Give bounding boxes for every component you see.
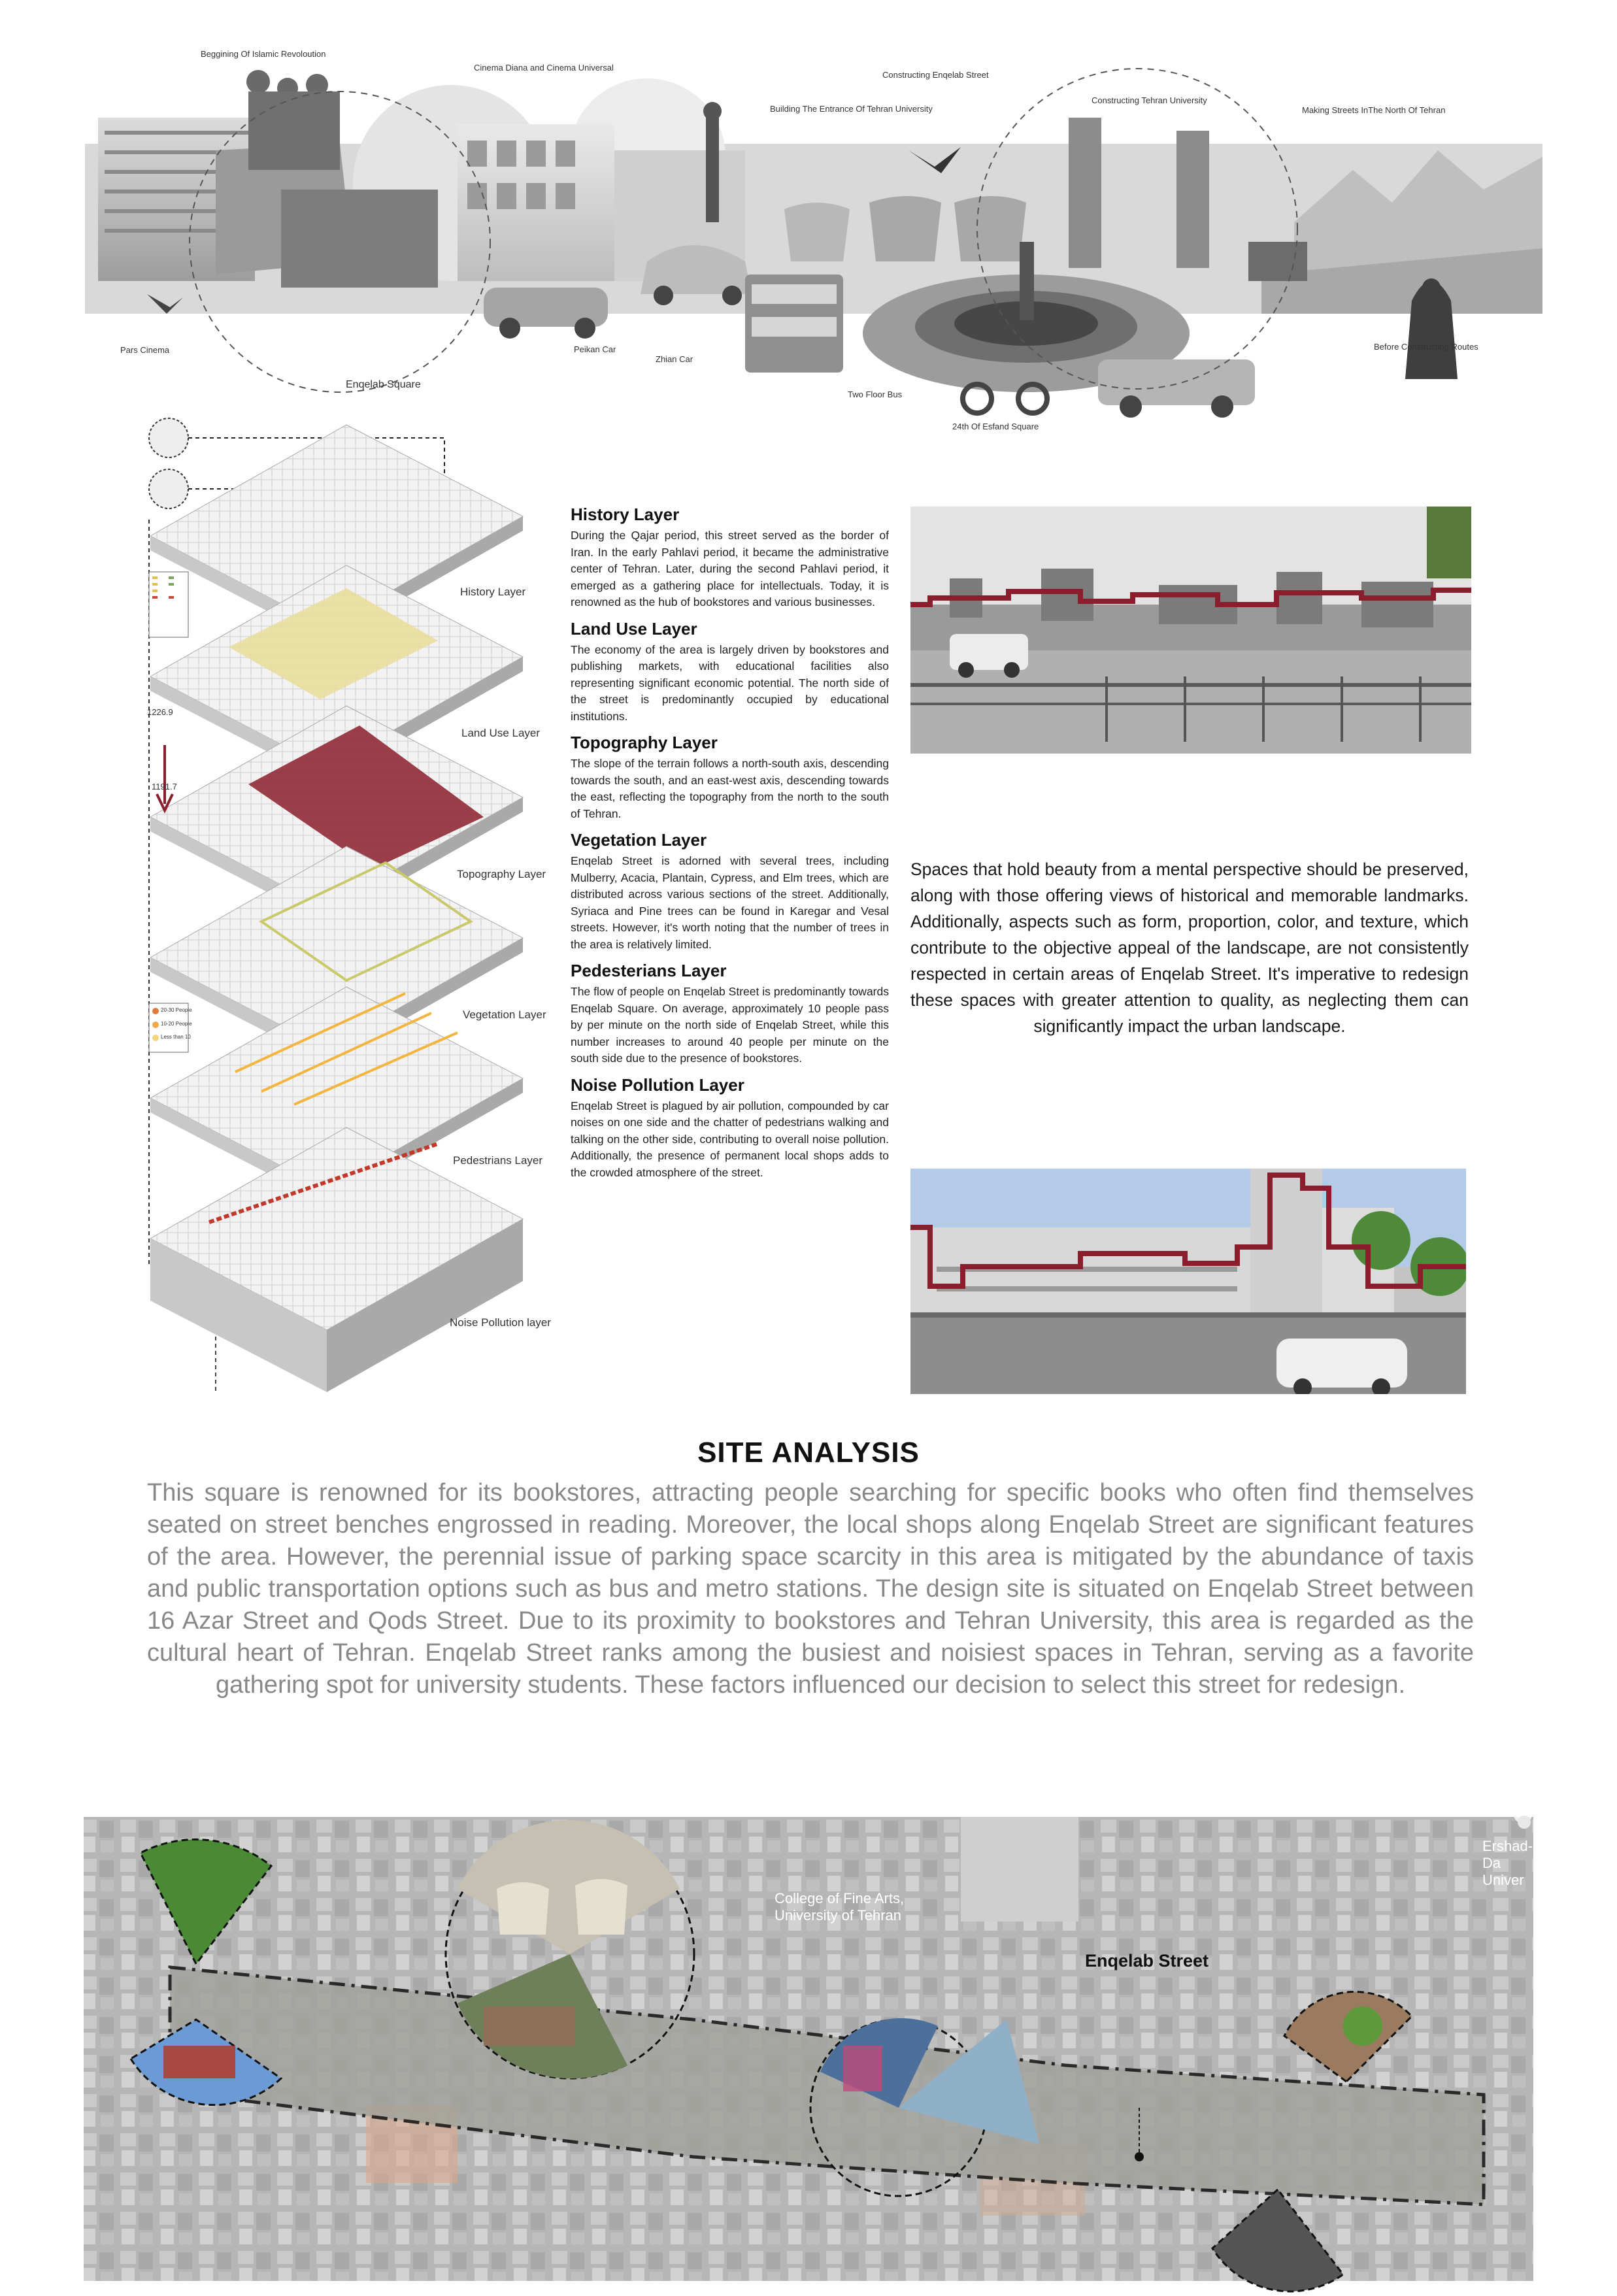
- street-photo-top: [910, 507, 1471, 754]
- vegetation-layer-title: Vegetation Layer: [571, 830, 707, 850]
- site-analysis-text: This square is renowned for its bookstores, attracting people searching for specific books who often find themselves seated on street benches engrossed in reading. Moreover, the local shops along Enqelab Street are significant features of the area. However, the perennial issue of parking space scarcity in this area is mitigated by the abundance of taxis and public transportation options such as bus and metro stations. The design site is situated on Enqelab Street between 16 Azar Street and Qods Street. Due to its proximity to bookstores and Tehran University, this area is regarded as the cultural heart of Tehran. Enqelab Street ranks among the busiest and noisiest spaces in Tehran, serving as a favorite gathering spot for university students. These factors influenced our decision to select this street for redesign.: [147, 1479, 1474, 1699]
- noise-layer-block: [571, 1075, 889, 1182]
- diagram-label-topography: Topography Layer: [457, 868, 546, 880]
- label-zhian-car: Zhian Car: [656, 354, 693, 364]
- label-university-entrance: Building The Entrance Of Tehran University: [770, 104, 933, 114]
- legend-people-high: 20-30 People: [161, 1007, 192, 1013]
- noise-layer-title: Noise Pollution Layer: [571, 1074, 744, 1095]
- landscape-quote: Spaces that hold beauty from a mental perspective should be preserved, along with those offering views of historical and memorable landmarks. Additionally, aspects such as form, proportion, color, and texture, which contribute to the objective appeal of the landscape, are not consistently respected in certain areas of Enqelab Street. It's imperative to redesign these spaces with greater attention to quality, as neglecting them can significantly impact the urban landscape.: [910, 859, 1469, 1036]
- label-before-routes: Before Constructing Routes: [1374, 342, 1478, 352]
- label-pars-cinema: Pars Cinema: [120, 345, 170, 355]
- pedestrians-layer-text: The flow of people on Enqelab Street is predominantly towards Enqelab Square. On average, approximately 10 people pass by per minute on the north side of Enqelab Street, while this number increases to around 40 people per minute on the south side due to the presence of bookstores.: [571, 985, 889, 1065]
- history-layer-block: [571, 505, 889, 611]
- label-peikan-car: Peikan Car: [574, 344, 616, 354]
- label-constructing-enqelab: Constructing Enqelab Street: [882, 70, 989, 80]
- map-pin-icon: [1518, 1816, 1531, 1829]
- layer-descriptions: [571, 505, 889, 1189]
- layer-stack-graphic: [131, 412, 562, 1412]
- label-tehran-university: Constructing Tehran University: [1092, 95, 1207, 105]
- vegetation-layer-text: Enqelab Street is adorned with several trees, including Mulberry, Acacia, Plantain, Cypress, and Elm trees, which are distributed across various sections of the street. Additionally, Syriaca and Pine trees can be found in Karegar and Vesal streets. However, it's worth noting that the number of trees in the area is relatively limited.: [571, 854, 889, 951]
- elevation-top: 1226.9: [147, 707, 173, 717]
- ershad-label: Ershad-Da Univer: [1482, 1838, 1533, 1888]
- elevation-bottom: 1191.7: [152, 782, 177, 791]
- diagram-label-land-use: Land Use Layer: [461, 727, 541, 739]
- diagram-label-history: History Layer: [460, 586, 526, 598]
- history-collage: [85, 26, 1542, 444]
- label-two-floor-bus: Two Floor Bus: [848, 390, 903, 399]
- street-name-label: Enqelab Street: [1085, 1951, 1209, 1971]
- pedestrians-layer-title: Pedesterians Layer: [571, 961, 727, 980]
- label-islamic-revolution: Beggining Of Islamic Revoloution: [201, 49, 326, 59]
- land-use-layer-block: [571, 619, 889, 725]
- street-photo-bottom-graphic: [910, 1169, 1466, 1394]
- history-layer-text: During the Qajar period, this street served as the border of Iran. In the early Pahlavi period, it became the administrative center of Tehran. Later, during the second Pahlavi period, it emerged as a gathering place for intellectuals. Today, it is renowned as the hub of bookstores and various businesses.: [571, 529, 889, 608]
- site-map-graphic: [0, 1739, 1617, 2293]
- label-north-streets: Making Streets InThe North Of Tehran: [1302, 105, 1446, 115]
- layer-diagram: [131, 412, 562, 1412]
- diagram-label-vegetation: Vegetation Layer: [463, 1008, 546, 1021]
- label-esfand-square: 24th Of Esfand Square: [952, 422, 1039, 431]
- topography-layer-block: [571, 733, 889, 822]
- street-photo-top-graphic: [910, 507, 1471, 754]
- site-map: [0, 1739, 1617, 2293]
- college-label: College of Fine Arts, University of Tehran: [775, 1890, 905, 1923]
- diagram-label-pedestrians: Pedestrians Layer: [453, 1154, 543, 1167]
- history-layer-title: History Layer: [571, 505, 680, 524]
- diagram-label-noise: Noise Pollution layer: [450, 1316, 551, 1329]
- legend-people-mid: 10-20 People: [161, 1021, 192, 1027]
- noise-layer-text: Enqelab Street is plagued by air pollution, compounded by car noises on one side and the chatter of pedestrians walking and talking on the other side, contributing to overall noise pollution. Additionally, the presence of permanent local shops adds to the crowded atmosphere of the street.: [571, 1099, 889, 1179]
- pedestrians-layer-block: [571, 961, 889, 1067]
- topography-layer-title: Topography Layer: [571, 733, 718, 752]
- vegetation-layer-block: [571, 830, 889, 953]
- land-use-layer-title: Land Use Layer: [571, 618, 697, 639]
- site-analysis-title: SITE ANALYSIS: [697, 1437, 920, 1469]
- land-use-layer-text: The economy of the area is largely driven by bookstores and publishing markets, with educational facilities also representing significant economic potential. The north side of the street is predominantly occupied by educational institutions.: [571, 642, 889, 723]
- label-cinema-diana: Cinema Diana and Cinema Universal: [474, 63, 614, 73]
- topography-layer-text: The slope of the terrain follows a north-south axis, descending towards the south, and an east-west axis, descending towards the east, reflecting the topography from the north to the south of Tehran.: [571, 757, 889, 820]
- label-enqelab-square: Enqelab Square: [346, 379, 421, 390]
- legend-people-low: Less than 10: [161, 1034, 191, 1040]
- collage-graphic: [85, 26, 1542, 444]
- street-photo-bottom: [910, 1169, 1466, 1394]
